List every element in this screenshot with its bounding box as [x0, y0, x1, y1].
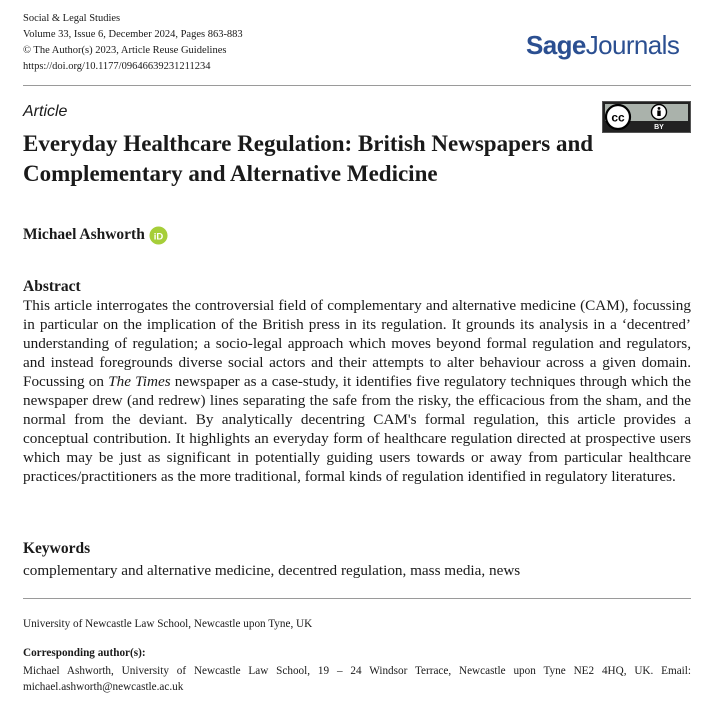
- svg-text:BY: BY: [654, 124, 664, 131]
- newspaper-name: The Times: [108, 373, 171, 390]
- svg-text:iD: iD: [153, 230, 164, 242]
- copyright-line[interactable]: © The Author(s) 2023, Article Reuse Guidelines: [23, 45, 227, 56]
- author-line: [23, 225, 168, 245]
- footer-divider: [23, 598, 691, 599]
- author-affiliation: University of Newcastle Law School, Newcastle upon Tyne, UK: [23, 618, 313, 630]
- abstract-heading: Abstract: [23, 278, 81, 295]
- corresponding-author-heading: Corresponding author(s):: [23, 647, 146, 659]
- journal-name: Social & Legal Studies: [23, 13, 121, 24]
- sage-journals-logo[interactable]: SageJournals: [526, 30, 680, 60]
- corresponding-author-details: Michael Ashworth, University of Newcastle Law School, 19 – 24 Windsor Terrace, Newcastle upon Tyne NE2 4HQ, UK. Email: michael.ashworth@newcastle.ac.uk: [23, 665, 691, 693]
- keywords-list: complementary and alternative medicine, decentred regulation, mass media, news: [23, 562, 521, 579]
- cc-by-icon: [603, 102, 690, 132]
- svg-text:cc: cc: [611, 110, 625, 125]
- header-divider: [23, 85, 691, 86]
- cc-by-license-badge[interactable]: [602, 101, 691, 133]
- article-type-label: Article: [23, 103, 68, 120]
- article-title: Everyday Healthcare Regulation: British Newspapers and Complementary and Alternative Medicine: [23, 131, 594, 186]
- orcid-icon[interactable]: [149, 226, 168, 245]
- doi-link[interactable]: https://doi.org/10.1177/09646639231211234: [23, 61, 211, 72]
- publication-metadata: [23, 11, 243, 75]
- volume-issue: Volume 33, Issue 6, December 2024, Pages 863-883: [23, 29, 243, 40]
- author-name[interactable]: Michael Ashworth: [23, 226, 145, 243]
- keywords-heading: Keywords: [23, 540, 91, 557]
- abstract-text: This article interrogates the controversial field of complementary and alternative medicine (CAM), focussing in particular on the implication of the British press in its regulation. It grounds its analysis in a ‘decentred’ understanding of regulation; a socio-legal approach which moves beyond formal regulation and regulators, and instead foregrounds diverse social actors and their attempts to alter behaviour across a given domain. Focussing on The Times newspaper as a case-study, it identifies five regulatory techniques through which the newspaper drew (and redrew) lines separating the safe from the risky, the efficacious from the sham, and the normal from the deviant. By analytically decentring CAM's formal regulation, this article provides a conceptual contribution. It highlights an everyday form of healthcare regulation directed at prospective users which may be just as significant in potentially guiding users towards or away from particular healthcare practices/practitioners as the more traditional, formal kinds of regulation identified in regulatory literatures.: [23, 297, 691, 485]
